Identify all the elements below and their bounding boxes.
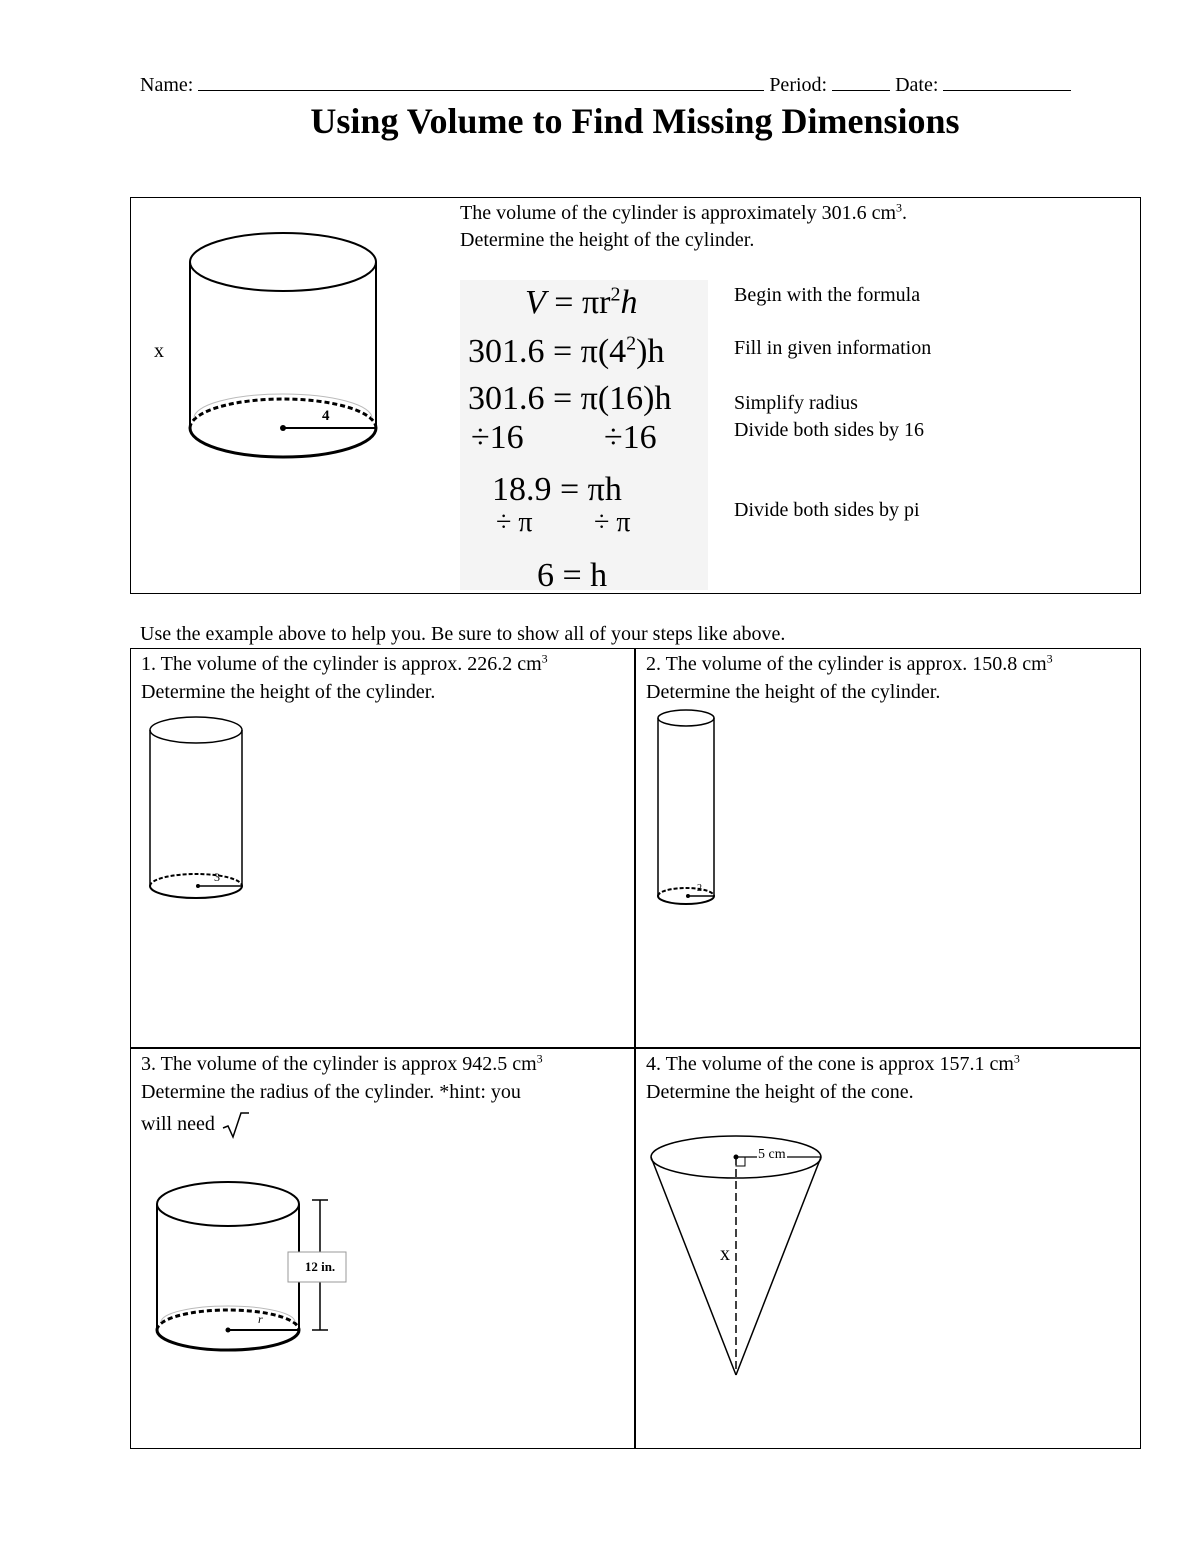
example-height-label: x <box>154 340 164 362</box>
problem-2-cylinder-figure <box>650 706 725 911</box>
problem-4-line1: 4. The volume of the cone is approx 157.1 cm <box>646 1053 1014 1075</box>
example-prompt-end: . <box>902 202 907 224</box>
math-line-result: 6 = h <box>537 557 608 594</box>
step-note-1: Begin with the formula <box>734 284 921 306</box>
problem-1-line1: 1. The volume of the cylinder is approx. 226.2 cm <box>141 653 542 675</box>
math-div-16-right: ÷16 <box>604 419 657 456</box>
problem-2-text <box>646 650 1136 706</box>
problem-3-height-label: 12 in. <box>304 1259 336 1274</box>
problem-3-exp: 3 <box>536 1051 543 1066</box>
problem-4-radius-label: 5 cm <box>758 1147 786 1162</box>
date-blank[interactable] <box>943 72 1071 91</box>
math-div-16-left: ÷16 <box>471 419 524 456</box>
grid-horizontal-divider <box>130 1047 1141 1049</box>
grid-vertical-divider <box>634 648 636 1449</box>
math-line-formula <box>525 283 637 323</box>
problem-2-line2: Determine the height of the cylinder. <box>646 681 941 703</box>
step-note-4: Divide both sides by 16 <box>734 419 924 441</box>
math-h: h <box>620 284 638 321</box>
math-div-pi-left: ÷ π <box>496 507 533 538</box>
name-label: Name: <box>140 74 194 96</box>
problem-1-cylinder-figure <box>140 712 255 907</box>
problem-3-line1: 3. The volume of the cylinder is approx 942.5 cm <box>141 1053 537 1075</box>
problem-1-radius-label: 3 <box>214 870 220 884</box>
problem-2-line1: 2. The volume of the cylinder is approx. 150.8 cm <box>646 653 1047 675</box>
problem-3-line2: Determine the radius of the cylinder. *hint: you <box>141 1081 521 1103</box>
math-exp: 2 <box>610 283 621 306</box>
example-prompt-line1: The volume of the cylinder is approximately 301.6 cm <box>460 202 896 224</box>
header-line <box>140 72 1105 98</box>
period-label: Period: <box>769 74 828 96</box>
example-radius-label: 4 <box>322 408 330 424</box>
problem-1-line2: Determine the height of the cylinder. <box>141 681 436 703</box>
problem-3-text <box>141 1050 631 1140</box>
period-blank[interactable] <box>832 72 890 91</box>
math-line-fill <box>468 332 665 372</box>
problem-2-exp: 3 <box>1046 651 1053 666</box>
math-v: V <box>525 284 546 321</box>
math-div-pi-right: ÷ π <box>594 507 631 538</box>
problem-2-radius-label: 2 <box>697 883 702 894</box>
square-root-icon <box>220 1110 250 1140</box>
problem-1-text <box>141 650 631 706</box>
math-line-pih: 18.9 = πh <box>492 471 622 508</box>
problem-3-radius-label: r <box>258 1312 263 1326</box>
math-fill-exp: 2 <box>626 332 637 355</box>
example-cylinder-figure <box>140 220 400 470</box>
example-prompt <box>460 200 907 254</box>
page-title: Using Volume to Find Missing Dimensions <box>310 101 960 141</box>
problem-3-line3: will need <box>141 1113 215 1135</box>
math-fill-end: )h <box>636 333 665 370</box>
problem-4-exp: 3 <box>1013 1051 1020 1066</box>
example-prompt-exp: 3 <box>896 200 902 215</box>
problem-4-line2: Determine the height of the cone. <box>646 1081 914 1103</box>
problem-1-exp: 3 <box>541 651 548 666</box>
name-blank[interactable] <box>198 72 764 91</box>
math-fill-text: 301.6 = π(4 <box>468 333 627 370</box>
step-note-2: Fill in given information <box>734 337 932 359</box>
step-note-5: Divide both sides by pi <box>734 499 920 521</box>
instructions: Use the example above to help you. Be sure to show all of your steps like above. <box>140 623 786 645</box>
problem-4-cone-figure <box>645 1130 830 1380</box>
example-prompt-line2: Determine the height of the cylinder. <box>460 229 755 251</box>
date-label: Date: <box>895 74 939 96</box>
step-note-3: Simplify radius <box>734 392 858 414</box>
math-pi-r: = πr <box>554 284 611 321</box>
problem-4-text <box>646 1050 1136 1106</box>
math-line-simplify: 301.6 = π(16)h <box>468 380 672 417</box>
problem-4-height-label: x <box>720 1243 730 1265</box>
